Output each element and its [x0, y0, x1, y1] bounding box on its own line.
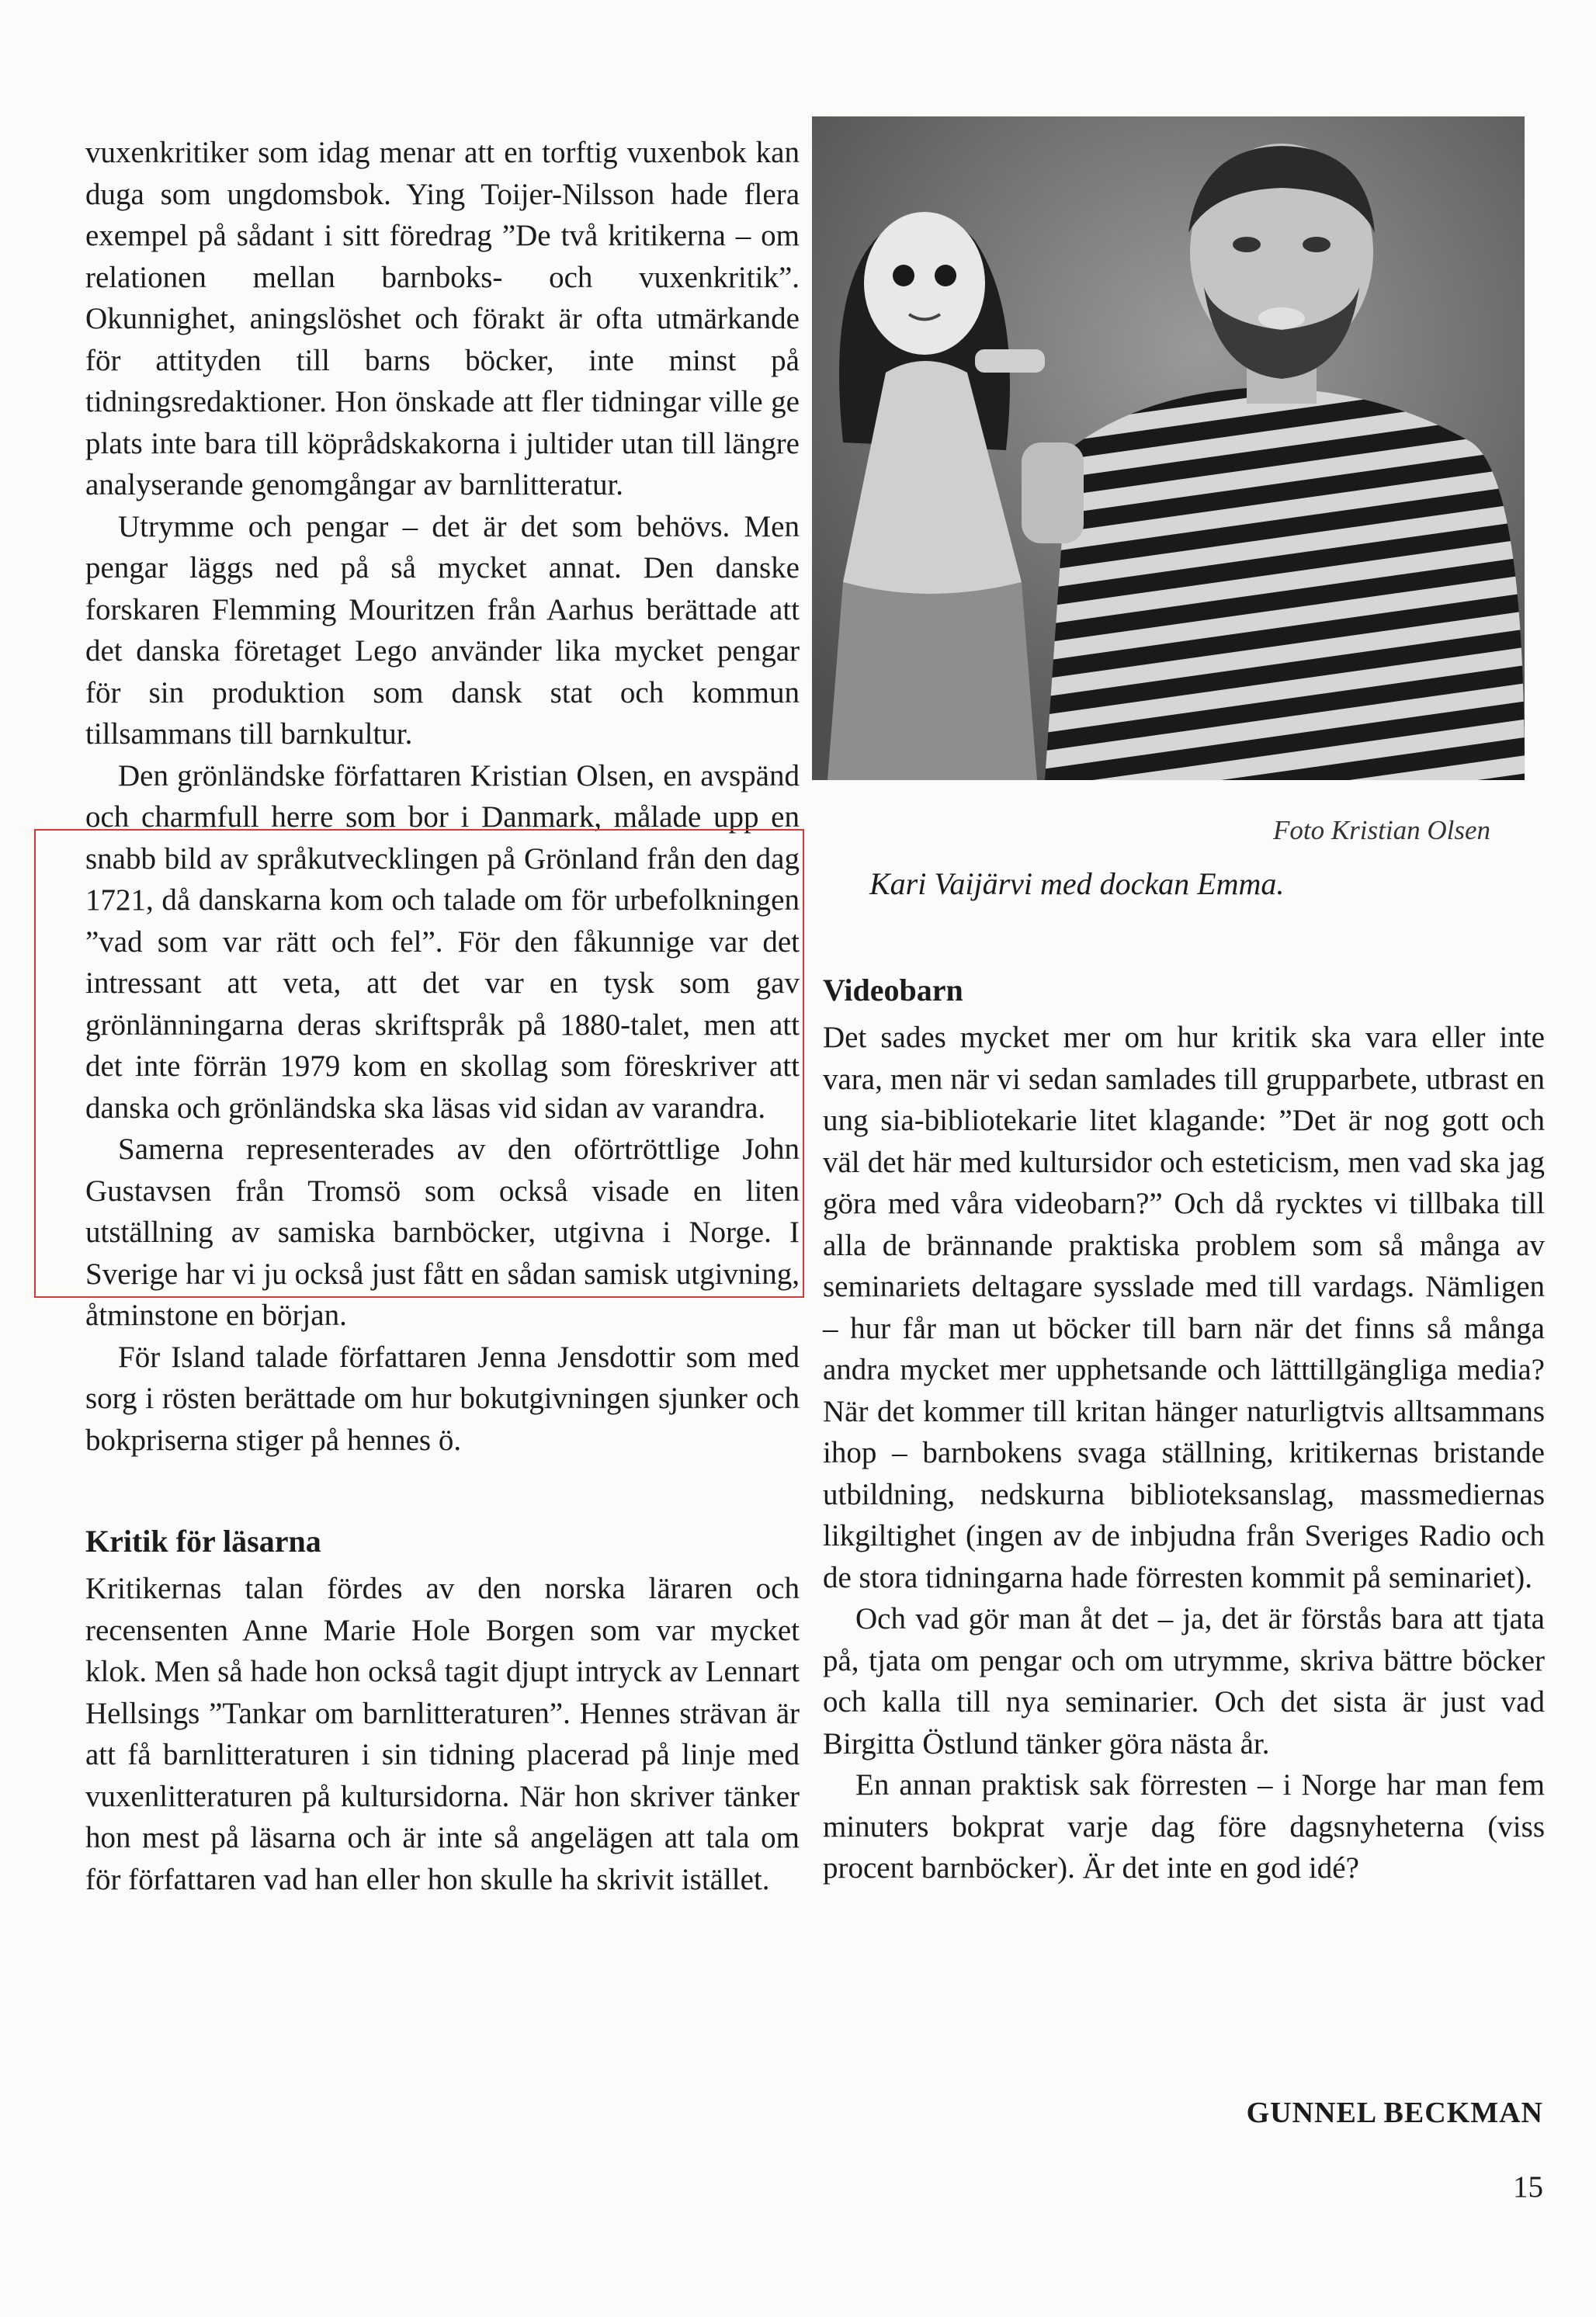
right-column [823, 970, 1545, 1889]
paragraph-videobarn: Det sades mycket mer om hur kritik ska vara eller inte vara, men när vi sedan samlades till grupparbete, utbrast en ung sia-bibliotekarie litet klagande: ”Det är nog gott och väl det här med kultursidor och esteticism, men vad ska jag göra med våra videobarn?” Och då rycktes vi tillbaka till alla de brännande praktiska problem som så många av seminariets deltagare sysslade med till vardags. Nämligen – hur får man ut böcker till barn när det finns så många andra mycket mer upphetsande och lätttillgängliga media? När det kommer till kritan hänger naturligtvis alltsammans ihop – barnbokens svaga ställning, kritikernas bristande utbildning, nedskurna biblioteksanslag, massmediernas likgiltighet (ingen av de inbjudna från Sveriges Radio och de stora tidningarna hade förresten kommit på seminariet). [823, 1021, 1545, 1594]
paragraph-borgen: Kritikernas talan fördes av den norska läraren och recensenten Anne Marie Hole Borgen som var mycket klok. Men så hade hon också tagit djupt intryck av Lennart Hellsings ”Tankar om barnlitteraturen”. Hennes strävan är att få barnlitteraturen i sin tidning placerad på linje med vuxenlitteraturen på kultursidorna. När hon skriver tänker hon mest på läsarna och är inte så angelägen att tala om för författaren vad han eller hon skulle ha skrivit istället. [85, 1572, 800, 1896]
paragraph-olsen: Den grönländske författaren Kristian Olsen, en avspänd och charmfull herre som bor i Danmark, målade upp en snabb bild av språkutvecklingen på Grönland från den dag 1721, då danskarna kom och talade om för urbefolkningen ”vad som var rätt och fel”. För den fåkunnige var det intressant att veta, att det var en tysk som gav grönlänningarna deras skriftspråk på 1880-talet, men att det inte förrän 1979 kom en skollag som föreskriver att danska och grönländska ska läsas vid sidan av varandra. [85, 758, 800, 1125]
subheading-kritik-for-lasarna: Kritik för läsarna [85, 1524, 321, 1559]
left-column [85, 132, 800, 1900]
photo-man-with-doll [812, 116, 1525, 780]
paragraph-toijer-nilsson: vuxenkritiker som idag menar att en torftig vuxenbok kan duga som ungdomsbok. Ying Toijer-Nilsson hade flera exempel på sådant i sitt föredrag ”De två kritikerna – om relationen mellan barnboks- och vuxenkritik”. Okunnighet, aningslöshet och förakt är ofta utmärkande för attityden till barns böcker, inte minst på tidningsredaktioner. Hon önskade att fler tidningar ville ge plats inte bara till köprådskakorna i jultider utan till längre analyserande genomgångar av barnlitteratur. [85, 136, 800, 501]
paragraph-mouritzen: Utrymme och pengar – det är det som behövs. Men pengar läggs ned på så mycket annat. Den danske forskaren Flemming Mouritzen från Aarhus berättade att det danska företaget Lego använder lika mycket pengar för sin produktion som dansk stat och kommun tillsammans till barnkultur. [85, 509, 800, 751]
paragraph-gustavsen: Samerna representerades av den oförtröttlige John Gustavsen från Tromsö som också visade en liten utställning av samiska barnböcker, utgivna i Norge. I Sverige har vi ju också just fått en sådan samisk utgivning, åtminstone en början. [85, 1132, 800, 1332]
photo-credit: Foto Kristian Olsen [1272, 815, 1490, 845]
author-signature: GUNNEL BECKMAN [1246, 2097, 1543, 2129]
paragraph-tjata-pa: Och vad gör man åt det – ja, det är förstås bara att tjata på, tjata om pengar och om utrymme, skriva bättre böcker och kalla till nya seminarier. Och det sista är just vad Birgitta Östlund tänker göra nästa år. [823, 1602, 1545, 1760]
paragraph-bokprat-norge: En annan praktisk sak förresten – i Norge har man fem minuters bokprat varje dag före dagsnyheterna (viss procent barnböcker). Är det inte en god idé? [823, 1768, 1545, 1885]
subheading-videobarn: Videobarn [823, 973, 963, 1008]
photo-caption: Kari Vaijärvi med dockan Emma. [869, 866, 1285, 901]
photo-illustration [812, 116, 1525, 780]
page-number: 15 [1513, 2170, 1543, 2204]
paragraph-jensdottir: För Island talade författaren Jenna Jensdottir som med sorg i rösten berättade om hur bokutgivningen sjunker och bokpriserna stiger på hennes ö. [85, 1340, 800, 1457]
